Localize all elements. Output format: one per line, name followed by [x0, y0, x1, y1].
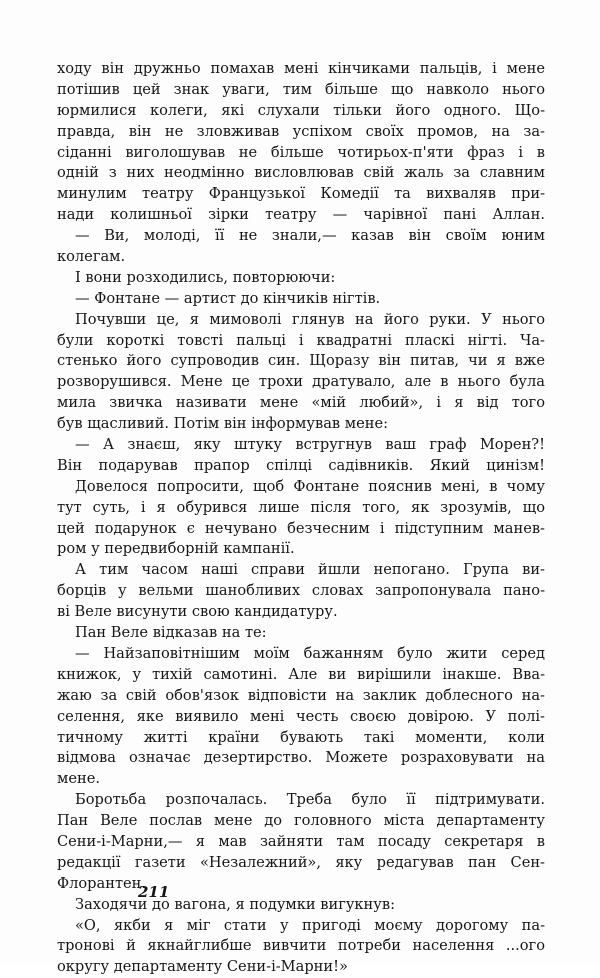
text-line: — А знаєш, яку штуку встругнув ваш граф Морен?! — [75, 436, 545, 454]
page-number: 211 — [138, 883, 170, 901]
text-line: борців у вельми шанобливих словах запропонувала пано- — [57, 582, 545, 600]
text-line: ром у передвиборній кампанії. — [57, 540, 295, 558]
text-line: минулим театру Французької Комедії та вихваляв при- — [57, 185, 545, 203]
text-line: округу департаменту Сени-і-Марни!» — [57, 958, 348, 976]
text-line: Він подарував прапор спілці садівників. Який цинізм! — [57, 456, 545, 474]
text-line: — Ви, молоді, її не знали,— казав він своїм юним — [75, 227, 545, 245]
text-line: стенько його супроводив син. Щоразу він питав, чи я вже — [57, 352, 545, 370]
text-line: був щасливий. Потім він інформував мене: — [57, 415, 389, 433]
text-line: — Найзаповітнішим моїм бажанням було жити серед — [75, 644, 545, 662]
text-line: редакції газети «Незалежний», яку редагував пан Сен- — [57, 853, 545, 871]
text-line: нади колишньої зірки театру — чарівної пані Аллан. — [57, 206, 545, 224]
text-line: — Фонтане — артист до кінчиків нігтів. — [75, 289, 381, 307]
text-line: Почувши це, я мимоволі глянув на його руки. У нього — [75, 310, 545, 328]
text-line: Пан Веле послав мене до головного міста департаменту — [57, 812, 545, 830]
text-line: Довелося попросити, щоб Фонтане пояснив мені, в чому — [75, 477, 545, 495]
text-line: «О, якби я міг стати у пригоді моєму дорогому па- — [75, 916, 545, 934]
text-line: були короткі товсті пальці і квадратні пласкі нігті. Ча- — [57, 331, 545, 349]
text-line: потішив цей знак уваги, тим більше що навколо нього — [57, 80, 545, 98]
text-line: Сени-і-Марни,— я мав зайняти там посаду секретаря в — [57, 832, 545, 850]
text-line: І вони розходились, повторюючи: — [75, 268, 336, 286]
text-line: жаю за свій обов'язок відповісти на заклик доблесного на- — [57, 686, 545, 704]
body-text — [57, 59, 545, 978]
text-line: селення, яке виявило мені честь своєю довірою. У полі- — [57, 707, 545, 725]
text-line: одній з них неодмінно висловлював свій жаль за славним — [57, 164, 545, 182]
text-line: мила звичка називати мене «мій любий», і я від того — [57, 394, 545, 412]
text-line: тичному житті країни бувають такі моменти, коли — [57, 728, 545, 746]
text-line: Флорантен. — [57, 874, 147, 892]
text-line: юрмилися колеги, які слухали тільки його одного. Що- — [57, 101, 545, 119]
text-line: Заходячи до вагона, я подумки вигукнув: — [75, 895, 395, 913]
text-line: книжок, у тихій самотині. Але ви вирішили інакше. Вва- — [57, 665, 545, 683]
text-line: цей подарунок є нечувано безчесним і підступним манев- — [57, 519, 545, 537]
text-line: А тим часом наші справи йшли непогано. Група ви- — [75, 561, 545, 579]
text-line: ві Веле висунути свою кандидатуру. — [57, 603, 338, 621]
text-line: мене. — [57, 770, 100, 788]
text-line: відмова означає дезертирство. Можете розраховувати на — [57, 749, 545, 767]
text-line: ходу він дружньо помахав мені кінчиками пальців, і мене — [57, 60, 545, 77]
text-line: сіданні виголошував не більше чотирьох-п'яти фраз і в — [57, 143, 545, 161]
text-line: тронові й якнайглибше вивчити потреби населення ...ого — [57, 937, 545, 955]
text-line: тут суть, і я обурився лише після того, як зрозумів, що — [57, 498, 545, 516]
text-line: колегам. — [57, 248, 126, 266]
text-line: Боротьба розпочалась. Треба було її підтримувати. — [75, 791, 545, 809]
text-line: Пан Веле відказав на те: — [75, 624, 267, 642]
text-line: правда, він не зловживав успіхом своїх промов, на за- — [57, 122, 545, 140]
text-line: розворушився. Мене це трохи дратувало, але в нього була — [57, 373, 545, 391]
